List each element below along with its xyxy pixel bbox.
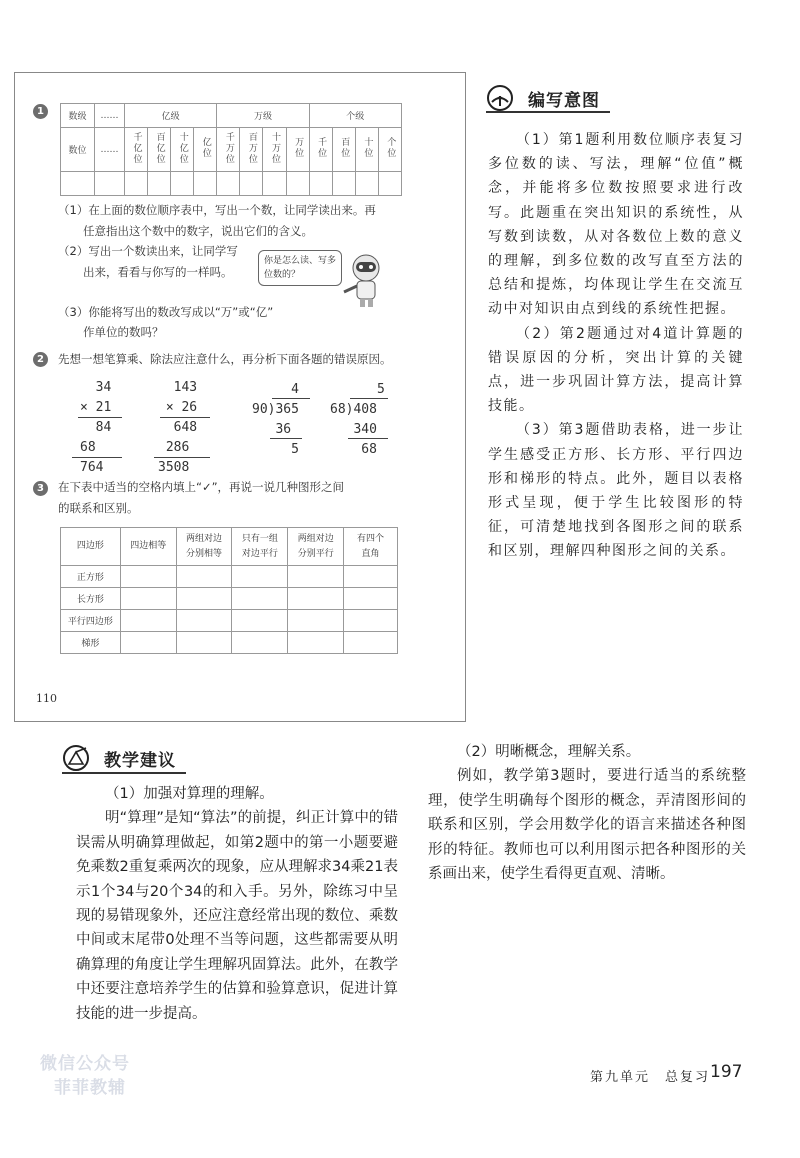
q3-text: 在下表中适当的空格内填上“✓”，再说一说几种图形之间 xyxy=(58,480,345,494)
place-cell: 百位 xyxy=(339,137,350,159)
calc-143x26: 143 × 26 648 286 3508 xyxy=(158,380,198,475)
inner-page-number: 110 xyxy=(36,692,57,705)
header-one-pair-parallel: 只有一组 对边平行 xyxy=(232,528,288,566)
place-cell: 个位 xyxy=(385,137,396,159)
calc-365div90: 4 90)365 36 5 xyxy=(252,382,299,457)
teaching-right-body xyxy=(428,740,746,886)
cell[interactable] xyxy=(288,632,344,654)
teaching-icon xyxy=(62,744,98,772)
teaching-title: 教学建议 xyxy=(104,750,176,771)
ellipsis-cell: …… xyxy=(95,104,125,128)
cell[interactable] xyxy=(232,632,288,654)
ellipsis-cell-2: …… xyxy=(95,128,125,172)
teaching-right-p1: （2）明晰概念，理解关系。 xyxy=(457,744,641,760)
shapes-table xyxy=(60,527,398,654)
q1-sub2: （2）写出一个数读出来，让同学写 xyxy=(58,244,238,258)
cell[interactable] xyxy=(176,588,232,610)
row-parallelogram: 平行四边形 xyxy=(61,610,121,632)
cell[interactable] xyxy=(344,632,398,654)
place-cell: 十亿位 xyxy=(177,131,188,165)
cell[interactable] xyxy=(232,610,288,632)
place-cell: 百亿位 xyxy=(154,131,165,165)
cell[interactable] xyxy=(232,566,288,588)
question-number-3: 3 xyxy=(33,481,48,496)
cell[interactable] xyxy=(344,566,398,588)
place-cell: 亿位 xyxy=(200,137,211,159)
place-cell: 十位 xyxy=(362,137,373,159)
cell[interactable] xyxy=(120,610,176,632)
cell[interactable] xyxy=(176,632,232,654)
row-label-place: 数位 xyxy=(61,128,95,172)
level-yi: 亿级 xyxy=(125,104,217,128)
calc-408div68: 5 68)408 340 68 xyxy=(330,382,385,457)
row-rectangle: 长方形 xyxy=(61,588,121,610)
level-wan: 万级 xyxy=(217,104,309,128)
chapter-footer: 第九单元 总复习 xyxy=(590,1070,711,1085)
intent-title: 编写意图 xyxy=(528,90,600,111)
q1-sub3: （3）你能将写出的数改写成以“万”或“亿” xyxy=(58,305,274,319)
cell[interactable] xyxy=(344,610,398,632)
teaching-header xyxy=(62,744,176,772)
place-cell: 万位 xyxy=(293,137,304,159)
cell[interactable] xyxy=(288,588,344,610)
intent-paragraph-3: （3）第3题借助表格，进一步让学生感受正方形、长方形、平行四边形和梯形的特点。此外，题目以表格形式呈现，便于学生比较图形的特征，可清楚地找到各图形之间的联系和区别，理解四种图形之间的关系。 xyxy=(488,422,744,560)
intent-header xyxy=(486,84,600,112)
row-label-level: 数级 xyxy=(61,104,95,128)
header-quadrilateral: 四边形 xyxy=(61,528,121,566)
cell[interactable] xyxy=(288,610,344,632)
q1-sub2-cont: 出来，看看与你写的一样吗。 xyxy=(83,265,233,279)
place-cell: 千位 xyxy=(316,137,327,159)
cell[interactable] xyxy=(176,566,232,588)
cell[interactable] xyxy=(232,588,288,610)
header-four-sides-equal: 四边相等 xyxy=(120,528,176,566)
intent-paragraph-2: （2）第2题通过对4道计算题的错误原因的分析，突出计算的关键点，进一步巩固计算方法，提高计算技能。 xyxy=(488,325,744,415)
place-value-table xyxy=(60,103,402,196)
teaching-left-body xyxy=(76,782,398,1026)
row-square: 正方形 xyxy=(61,566,121,588)
intent-paragraph-1: （1）第1题利用数位顺序表复习多位数的读、写法，理解“位值”概念，并能将多位数按照要求进行改写。此题重在突出知识的系统性，从写数到读数，从对各数位上数的意义的理解，到多位数的改写直至方法的总结和提炼，均体现让学生在交流互动中对知识由点到线的系统性把握。 xyxy=(488,132,744,318)
intent-body xyxy=(488,128,744,564)
level-ge: 个级 xyxy=(309,104,401,128)
q1-sub3-cont: 作单位的数吗？ xyxy=(83,325,164,339)
open-book-icon xyxy=(486,84,522,112)
teaching-left-p2: 明“算理”是知“算法”的前提，纠正计算中的错误需从明确算理做起，如第2题中的第一小题要避免乘数2重复乘两次的现象，应从理解求34乘21表示1个34与20个34的和入手。另外，除练习中呈现的易错现象外，还应注意经常出现的数位、乘数中间或末尾带0处理不当等问题，这些都需要从明确算理的角度让学生理解巩固算法。此外，在教学中还要注意培养学生的估算和验算意识，促进计算技能的进一步提高。 xyxy=(76,810,398,1022)
row-trapezoid: 梯形 xyxy=(61,632,121,654)
place-cell: 千万位 xyxy=(223,131,234,165)
cell[interactable] xyxy=(288,566,344,588)
q2-text: 先想一想笔算乘、除法应注意什么，再分析下面各题的错误原因。 xyxy=(58,352,392,366)
teaching-right-p2: 例如，教学第3题时，要进行适当的系统整理，使学生明确每个图形的概念，弄清图形间的联系和区别，学会用数学化的语言来描述各种图形的特征。教师也可以利用图示把各种图形的关系画出来，使学生看得更直观、清晰。 xyxy=(428,768,746,883)
page-number: 197 xyxy=(710,1062,743,1082)
cell[interactable] xyxy=(120,632,176,654)
cell[interactable] xyxy=(120,566,176,588)
place-cell: 十万位 xyxy=(270,131,280,165)
question-number-2: 2 xyxy=(33,352,48,367)
q1-sub1-cont: 任意指出这个数中的数字，说出它们的含义。 xyxy=(83,224,313,238)
header-four-right-angles: 有四个 直角 xyxy=(344,528,398,566)
q3-text-cont: 的联系和区别。 xyxy=(58,501,139,515)
header-two-pairs-parallel: 两组对边 分别平行 xyxy=(288,528,344,566)
teaching-left-p1: （1）加强对算理的理解。 xyxy=(105,786,274,802)
question-number-1: 1 xyxy=(33,104,48,119)
q1-sub1: （1）在上面的数位顺序表中，写出一个数，让同学读出来。再 xyxy=(58,203,376,217)
robot-illustration xyxy=(340,252,390,312)
watermark: 微信公众号 菲菲教辅 xyxy=(40,1054,130,1098)
cell[interactable] xyxy=(176,610,232,632)
place-cell: 百万位 xyxy=(246,131,257,165)
cell[interactable] xyxy=(344,588,398,610)
header-opposite-equal: 两组对边 分别相等 xyxy=(176,528,232,566)
speech-bubble: 你是怎么读、写多位数的？ xyxy=(258,250,342,286)
calc-34x21: 34 × 21 84 68 764 xyxy=(80,380,112,475)
cell[interactable] xyxy=(120,588,176,610)
place-cell: 千亿位 xyxy=(131,131,142,165)
